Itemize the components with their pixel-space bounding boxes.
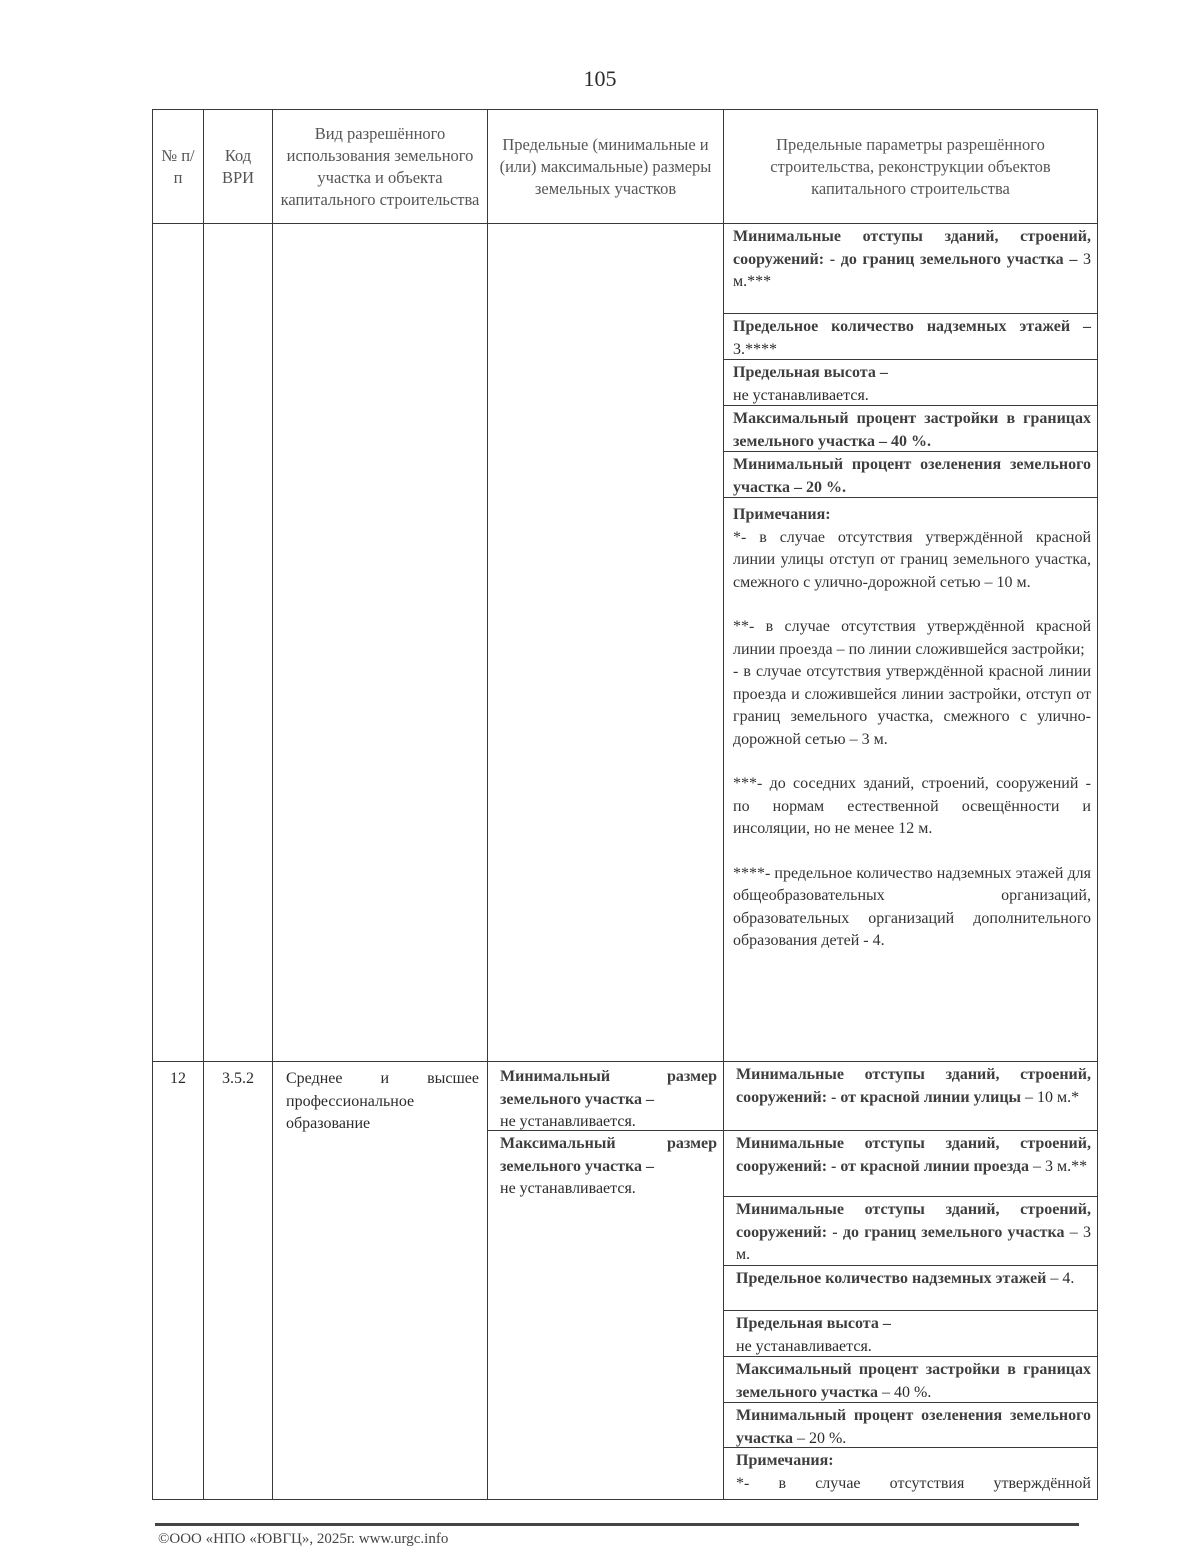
- table-border-left: [152, 109, 153, 1500]
- param-greenery: [724, 452, 1097, 497]
- note-item: **- в случае отсутствия утверждённой красной линии проезда – по линии сложившейся застройки;: [733, 618, 1091, 658]
- header-usage-type: [273, 110, 487, 223]
- param-label: Предельная высота –: [733, 364, 888, 381]
- param-setback-street: [724, 1062, 1097, 1130]
- note-item: ****- предельное количество надземных этажей для общеобразовательных организаций, образовательных организаций дополнительного образования детей - 4.: [733, 864, 1091, 949]
- param-label: Минимальные отступы зданий, строений, сооружений: - от красной линии проезда: [736, 1135, 1091, 1175]
- footer-copyright: ©ООО «НПО «ЮВГЦ», 2025г. www.urgc.info: [158, 1531, 449, 1547]
- table-divider: [203, 109, 204, 1500]
- param-label: Минимальные отступы зданий, строений, сооружений: - от красной линии улицы: [736, 1066, 1091, 1106]
- header-usage-type-label: Вид разрешённого использования земельного участка и объекта капитального строительства: [280, 123, 480, 209]
- note-item: ***- до соседних зданий, строений, сооружений - по нормам естественной освещённости и инсоляции, но не менее 12 м.: [733, 775, 1091, 837]
- param-height: [724, 360, 1097, 405]
- param-label: Предельное количество надземных этажей –: [733, 318, 1091, 335]
- param-setback-passage: [724, 1131, 1097, 1196]
- header-construction-params: [724, 110, 1097, 223]
- param-value: – 40 %.: [878, 1383, 932, 1401]
- param-floors: [724, 1266, 1097, 1310]
- param-value: – 10 м.*: [1021, 1088, 1080, 1106]
- note-item: - в случае отсутствия утверждённой красной линии проезда и сложившейся линии застройки, отступ от границ земельного участка, смежного с улично-дорожной сетью – 3 м.: [733, 663, 1091, 748]
- param-label: Максимальный размер земельного участка –: [500, 1135, 717, 1175]
- param-label: Минимальный процент озеленения земельного участка: [736, 1407, 1091, 1447]
- table-divider: [272, 109, 273, 1500]
- notes-title: Примечания:: [736, 1452, 834, 1469]
- header-code-label: Код ВРИ: [221, 145, 255, 187]
- param-setbacks-plot: [724, 224, 1097, 313]
- notes-title: Примечания:: [733, 506, 831, 523]
- param-value: 3.****: [733, 340, 777, 358]
- param-value: не устанавливается.: [500, 1113, 636, 1130]
- footer-divider: [155, 1523, 1079, 1526]
- notes-block: [724, 1448, 1097, 1499]
- table-divider: [487, 109, 488, 1500]
- size-min: [488, 1062, 723, 1130]
- header-number-label: № п/п: [161, 145, 195, 187]
- param-floors: [724, 314, 1097, 359]
- param-height: [724, 1311, 1097, 1356]
- note-item: *- в случае отсутствия утверждённой: [736, 1474, 1091, 1492]
- param-label: Предельная высота –: [736, 1315, 891, 1332]
- param-label: Предельное количество надземных этажей: [736, 1270, 1047, 1287]
- header-code: [204, 110, 272, 223]
- param-value: 3 м.***: [733, 250, 1092, 290]
- param-setback-plot: [724, 1197, 1097, 1265]
- param-label: Минимальные отступы зданий, строений, сооружений: - до границ земельного участка: [736, 1201, 1091, 1241]
- note-item: *- в случае отсутствия утверждённой красной линии улицы отступ от границ земельного участка, смежного с улично-дорожной сетью – 10 м.: [733, 528, 1091, 591]
- param-label: Максимальный процент застройки в границах земельного участка: [736, 1361, 1091, 1401]
- param-greenery: [724, 1403, 1097, 1447]
- param-value: – 20 %.: [792, 1429, 847, 1447]
- row-code: 3.5.2: [222, 1070, 254, 1087]
- header-construction-params-label: Предельные параметры разрешённого строительства, реконструкции объектов капитального строительства: [770, 134, 1051, 198]
- param-label: Максимальный процент застройки в границах земельного участка – 40 %.: [733, 410, 1091, 450]
- param-value: не устанавливается.: [736, 1337, 872, 1355]
- page-number: 105: [583, 66, 617, 91]
- param-building-coverage: [724, 1357, 1097, 1402]
- param-label: Минимальный размер земельного участка –: [500, 1068, 717, 1108]
- row-number: 12: [170, 1070, 186, 1087]
- header-number: [153, 110, 203, 223]
- param-label: Минимальный процент озеленения земельного участка – 20 %.: [733, 456, 1091, 496]
- header-plot-sizes: [488, 110, 723, 223]
- notes-block: [724, 498, 1097, 1061]
- param-label: Минимальные отступы зданий, строений, сооружений: - до границ земельного участка –: [733, 228, 1091, 268]
- param-value: не устанавливается.: [500, 1180, 636, 1197]
- param-value: – 3 м.**: [1029, 1157, 1088, 1175]
- param-value: – 3 м.: [736, 1223, 1092, 1263]
- table-border-bottom: [152, 1499, 1098, 1500]
- row-usage-name: Среднее и высшее профессиональное образование: [286, 1070, 479, 1132]
- header-plot-sizes-label: Предельные (минимальные и (или) максимальные) размеры земельных участков: [499, 134, 712, 198]
- size-max: [488, 1131, 723, 1211]
- param-value: – 4.: [1046, 1270, 1075, 1287]
- param-building-coverage: [724, 406, 1097, 451]
- param-value: не устанавливается.: [733, 386, 869, 404]
- table-border-right: [1097, 109, 1098, 1500]
